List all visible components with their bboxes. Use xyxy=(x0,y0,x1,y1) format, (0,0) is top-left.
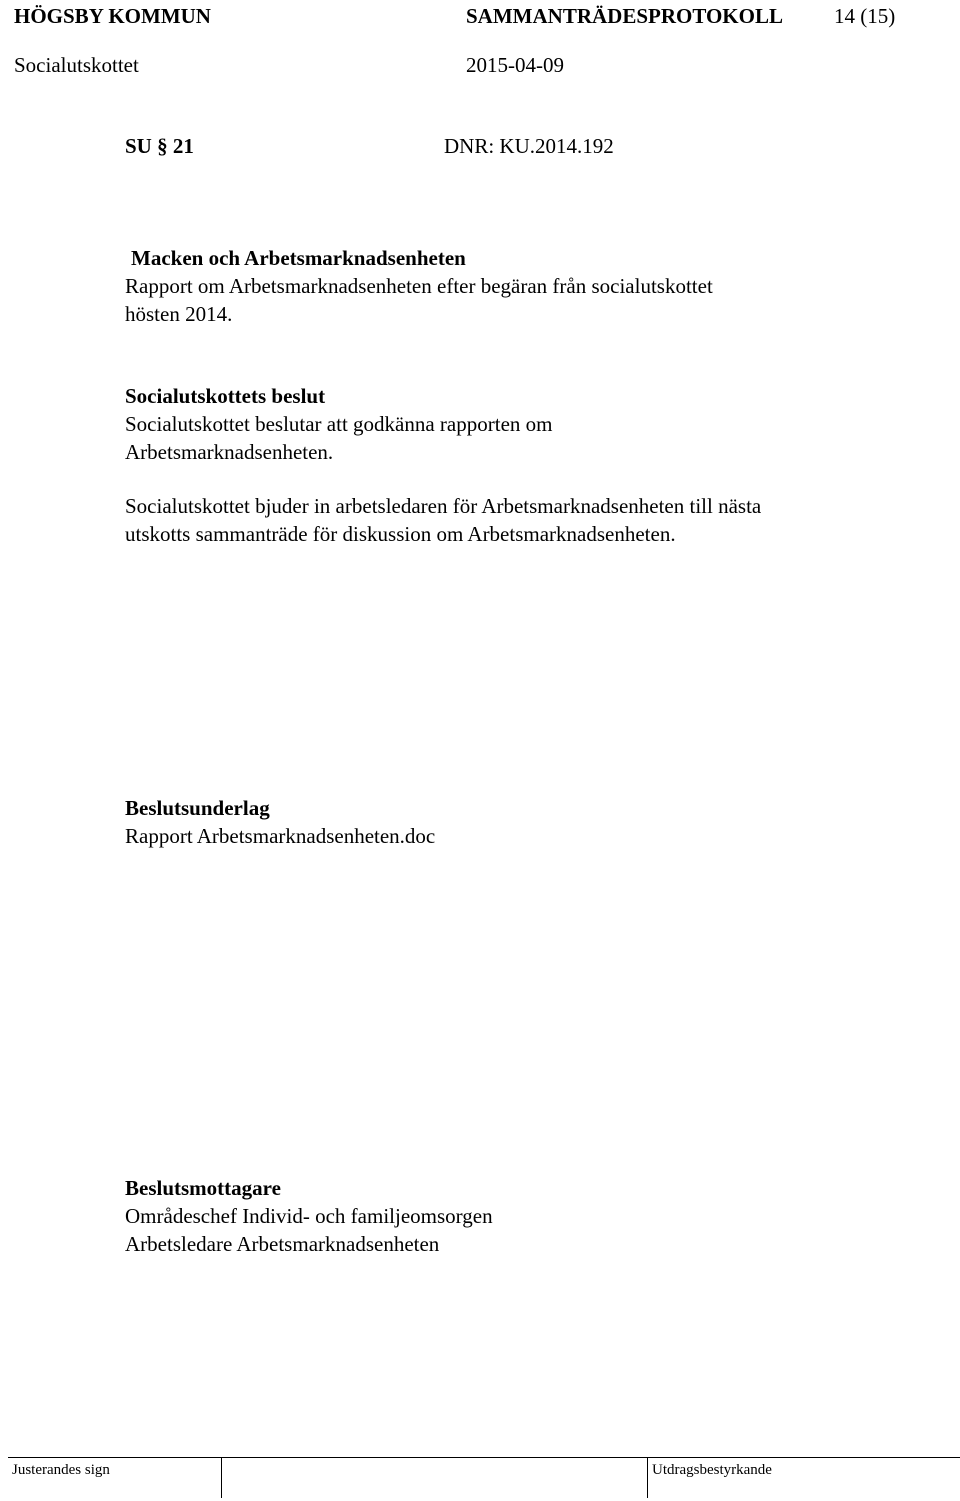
item-dnr: DNR: KU.2014.192 xyxy=(444,134,614,158)
decision-para2-line-1: Socialutskottet bjuder in arbetsledaren för Arbetsmarknadsenheten till nästa xyxy=(125,494,762,518)
item-intro-line-2: hösten 2014. xyxy=(125,302,233,326)
item-intro-line-1: Rapport om Arbetsmarknadsenheten efter begäran från socialutskottet xyxy=(125,274,713,298)
recipient-item-2: Arbetsledare Arbetsmarknadsenheten xyxy=(125,1232,440,1256)
recipients-heading: Beslutsmottagare xyxy=(125,1176,281,1200)
signature-footer xyxy=(8,1457,960,1498)
recipient-item-1: Områdeschef Individ- och familjeomsorgen xyxy=(125,1204,493,1228)
meeting-date: 2015-04-09 xyxy=(466,53,564,77)
justerandes-sign-cell: Justerandes sign xyxy=(12,1462,110,1478)
municipality-name: HÖGSBY KOMMUN xyxy=(14,4,211,28)
basis-item: Rapport Arbetsmarknadsenheten.doc xyxy=(125,824,436,848)
page-number: 14 (15) xyxy=(834,4,896,28)
decision-para2-line-2: utskotts sammanträde för diskussion om Arbetsmarknadsenheten. xyxy=(125,522,676,546)
decision-para1-line-1: Socialutskottet beslutar att godkänna rapporten om xyxy=(125,412,553,436)
committee-name: Socialutskottet xyxy=(14,53,139,77)
decision-para1-line-2: Arbetsmarknadsenheten. xyxy=(125,440,334,464)
item-number: SU § 21 xyxy=(125,134,194,158)
basis-heading: Beslutsunderlag xyxy=(125,796,270,820)
item-title: Macken och Arbetsmarknadsenheten xyxy=(131,246,466,270)
document-type: SAMMANTRÄDESPROTOKOLL xyxy=(466,4,783,28)
decision-heading: Socialutskottets beslut xyxy=(125,384,326,408)
utdragsbestyrkande-cell: Utdragsbestyrkande xyxy=(647,1458,960,1498)
signature-blank-cell xyxy=(221,1458,647,1498)
